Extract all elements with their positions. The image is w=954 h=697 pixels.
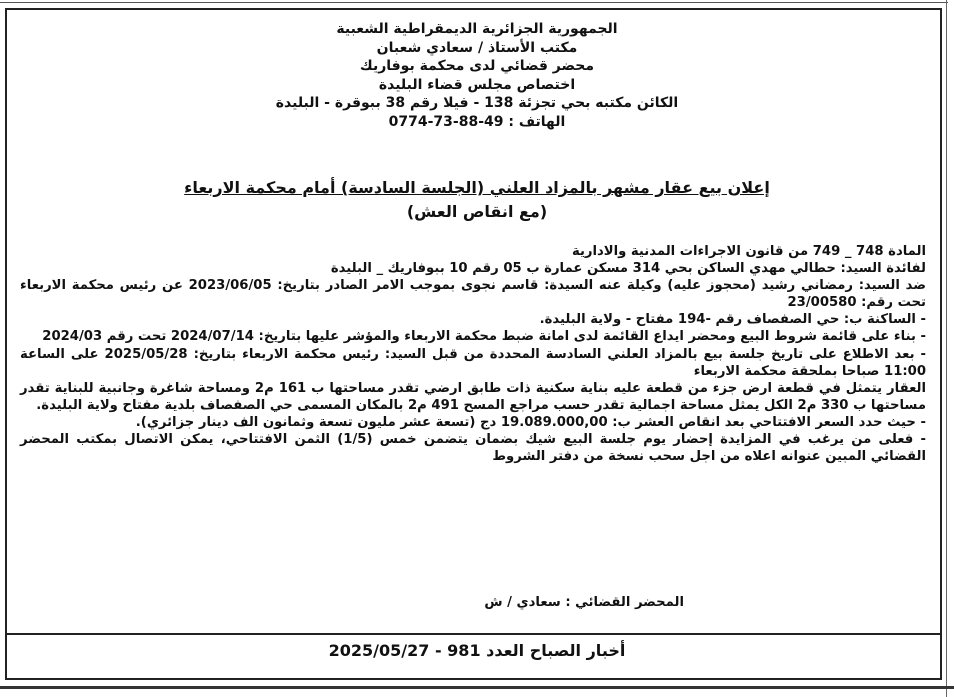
bailiff-court: محضر قضائي لدى محكمة بوفاريك — [359, 58, 595, 74]
notice-header — [0, 20, 954, 131]
legal-article: المادة 748 _ 749 من قانون الاجراءات المدنية والادارية — [571, 244, 926, 259]
office-address: الكائن مكتبه بحي تجزئة 138 - فيلا رقم 38 ببوقرة - البليدة — [275, 95, 679, 111]
phone-line — [0, 113, 954, 132]
phone-number: 0774-73-88-49 — [388, 113, 504, 130]
newspaper-footer: أخبار الصباح العدد 981 - 2025/05/27 — [328, 641, 626, 660]
defendant: ضد السيد: رمضاني رشيد (محجوز عليه) وكيلة عنه السيدة: قاسم نجوى بموجب الامر الصادر بتاريخ: 2023/06/05 عن رئيس محكمة الاربعاء تحت رقم: 23/00580 — [20, 278, 926, 311]
title-main: إعلان بيع عقار مشهر بالمزاد العلني (الجلسة السادسة) أمام محكمة الاربعاء — [184, 178, 770, 197]
office-name: مكتب الأستاذ / سعادي شعبان — [376, 39, 578, 56]
auction-session: - بعد الاطلاع على تاريخ جلسة بيع بالمزاد العلني السادسة المحددة من قبل السيد: رئيس محكمة الاربعاء بتاريخ: 2025/05/28 على الساعة 11:00 صباحا بملحقة محكمة الاربعاء — [20, 346, 926, 379]
title-sub: (مع انقاص العش) — [406, 202, 548, 221]
beneficiary: لفائدة السيد: حطالي مهدي الساكن بحي 314 مسكن عمارة ب 05 رقم 10 ببوفاريك _ البليدة — [330, 261, 926, 277]
bottom-edge-line — [0, 686, 954, 689]
residence: - الساكنة ب: حي الصفصاف رقم -194 مفتاح - ولاية البليدة. — [539, 312, 926, 328]
bidding-terms: - فعلى من يرغب في المزايدة إحضار يوم جلسة البيع شيك بضمان يتضمن خمس (1/5) الثمن الافتتاحي، يمكن الاتصال بمكتب المحضر القضائي المبين عنوانه اعلاه من اجل سحب نسخة من دفتر الشروط — [20, 432, 926, 465]
top-edge-line — [0, 2, 948, 3]
notice-body — [20, 243, 926, 465]
footer-divider — [5, 633, 942, 635]
republic-name: الجمهورية الجزائرية الديمقراطية الشعبية — [336, 21, 618, 37]
jurisdiction: اختصاص مجلس قضاء البليدة — [378, 76, 576, 93]
phone-label: الهاتف : — [508, 113, 566, 130]
property-description: العقار يتمثل في قطعة ارض جزء من قطعة عليه بناية سكنية ذات طابق ارضي تقدر مساحتها ب 161 م2 ومساحة شاغرة وجانبية للبناية تقدر مساحتها ب 330 م2 الكل يمثل مساحة اجمالية تقدر حسب مراجع المسح 491 م2 بالمكان المسمى حي الصفصاف بلدية مفتاح ولاية البليدة. — [20, 380, 926, 413]
conditions-list: - بناء على قائمة شروط البيع ومحضر ايداع القائمة لدى امانة ضبط محكمة الاربعاء والمؤشر عليها بتاريخ: 2024/07/14 تحت رقم 2024/03 — [42, 329, 926, 345]
bailiff-signature: المحضر القضائي : سعادي / ش — [484, 595, 684, 610]
opening-price: - حيث حدد السعر الافتتاحي بعد انقاص العشر ب: 19.089.000,00 دج (تسعة عشر مليون تسعة وثمانون الف دينار جزائري). — [135, 414, 926, 430]
notice-title — [0, 176, 954, 224]
